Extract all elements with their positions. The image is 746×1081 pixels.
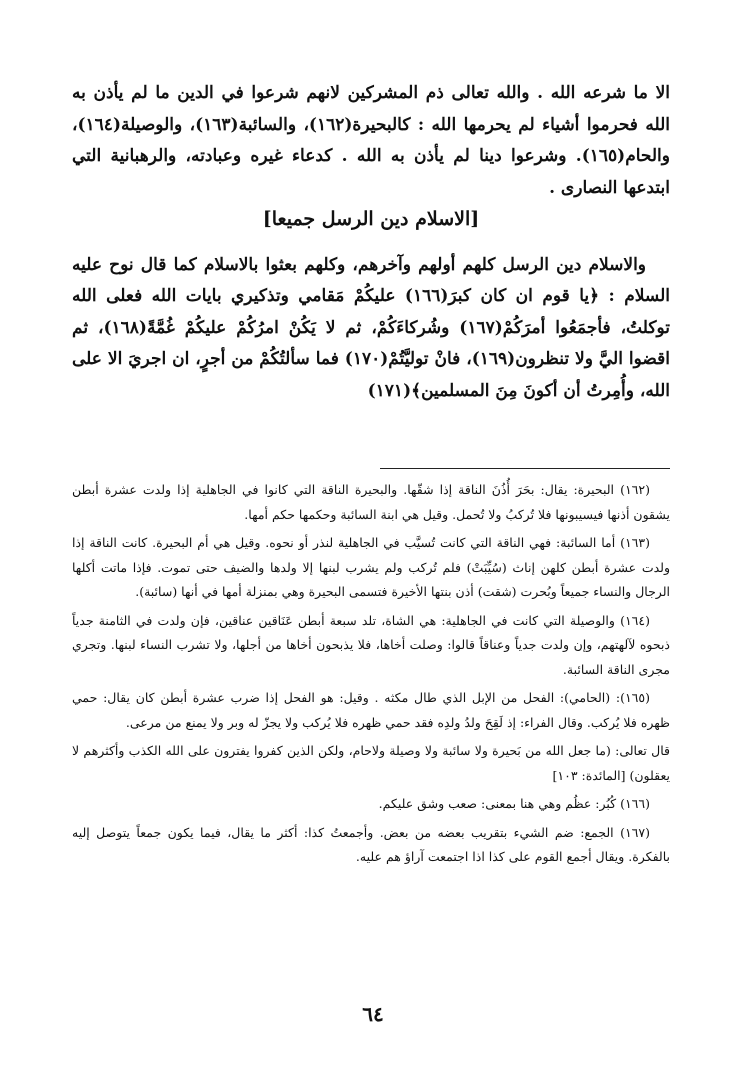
footnote-166: (١٦٦) كُبُر: عظُم وهي هنا بمعنى: صعب وشق عليكم. (378, 796, 650, 811)
footnote-165: (١٦٥): (الحامي): الفحل من الإبل الذي طال مكثه . وقيل: هو الفحل إذا ضرب عشرة أبطن كان يقال: حمي ظهره فلا يُركب. وقال الفراء: إذ لَقِحَ ولدُ ولدِه فقد حمي ظهره فلا يُركب ولا يجزّ له وبر ولا يمنع من مرعى. (72, 690, 670, 730)
main-text (72, 78, 670, 407)
paragraph-2: والاسلام دين الرسل كلهم أولهم وآخرهم، وكلهم بعثوا بالاسلام كما قال نوح عليه السلام : ﴿يا قوم ان كان كبرَ(١٦٦) عليكُمْ مَقامي وتذكيري بايات الله فعلى الله توكلتُ، فأجمَعُوا أمرَكُمْ(١٦٧) وشُركاءَكُمْ، ثم لا يَكُنْ امرُكُمْ عليكُمْ غُمَّةً(١٦٨)، ثم اقضوا اليَّ ولا تنظرون(١٦٩)، فانْ توليَّتُمْ(١٧٠) فما سألتُكُمْ من أجرٍ، ان اجريَ الا على الله، وأُمِرتُ أن أكونَ مِنَ المسلمين﴾(١٧١) (72, 254, 670, 401)
footnote-163: (١٦٣) أما السائبة: فهي الناقة التي كانت تُسيَّب في الجاهلية لنذر أو نحوه. وقيل هي أم البحيرة. كانت الناقة إذا ولدت عشرة أبطن كلهن إناث (سُيِّبَتْ) فلم تُركب ولم يشرب لبنها إلا ولدها والضيف حتى تموت. فإذا ماتت أكلها الرجال والنساء جميعاً وبُحرت (شقت) أذن بنتها الأخيرة فتسمى البحيرة وهي بمنزلة أمها في أنها (سائبة). (72, 535, 670, 599)
footnote-162: (١٦٢) البحيرة: يقال: بحَرَ أُذُنَ الناقة إذا شقّها. والبحيرة الناقة التي كانوا في الجاهلية إذا ولدت عشرة أبطن يشقون أذنها فيسيبونها فلا تُركبُ ولا تُحمل. وقيل هي ابنة السائبة وحكمها حكم أمها. (72, 482, 670, 522)
section-heading: [الاسلام دين الرسل جميعا] (262, 208, 480, 230)
footnote-164: (١٦٤) والوصيلة التي كانت في الجاهلية: هي الشاة، تلد سبعة أبطن عَنَاقين عناقين، فإن ولدت في الثامنة جدياً ذبحوه لآلهتهم، وإن ولدت جدياً وعناقاً قالوا: وصلت أخاها، فلا يذبحون أخاها من أجلها، ولا تشرب النساء لبنها. وتجري مجرى الناقة السائبة. (72, 612, 670, 677)
footnote-167: (١٦٧) الجمع: ضم الشيء بتقريب بعضه من بعض. وأجمعتُ كذا: أكثر ما يقال، فيما يكون جمعاً يتوصل إليه بالفكرة. ويقال أجمع القوم على كذا اذا اجتمعت آراؤ هم عليه. (72, 824, 670, 864)
paragraph-1: الا ما شرعه الله . والله تعالى ذم المشركين لانهم شرعوا في الدين ما لم يأذن به الله فحرموا أشياء لم يحرمها الله : كالبحيرة(١٦٢)، والسائبة(١٦٣)، والوصيلة(١٦٤)، والحام(١٦٥). وشرعوا دينا لم يأذن به الله . كدعاء غيره وعبادته، والرهبانية التي ابتدعها النصارى . (72, 83, 670, 198)
page-number: ٦٤ (362, 1002, 384, 1026)
footnote-quran-quote: قال تعالى: (ما جعل الله من بَحيرة ولا سائبة ولا وصيلة ولاحام، ولكن الذين كفروا يفترون على الله الكذب وأكثرهم لا يعقلون) [المائدة: ١٠٣] (72, 743, 670, 783)
footnotes (72, 478, 670, 874)
footnote-divider (380, 468, 670, 469)
